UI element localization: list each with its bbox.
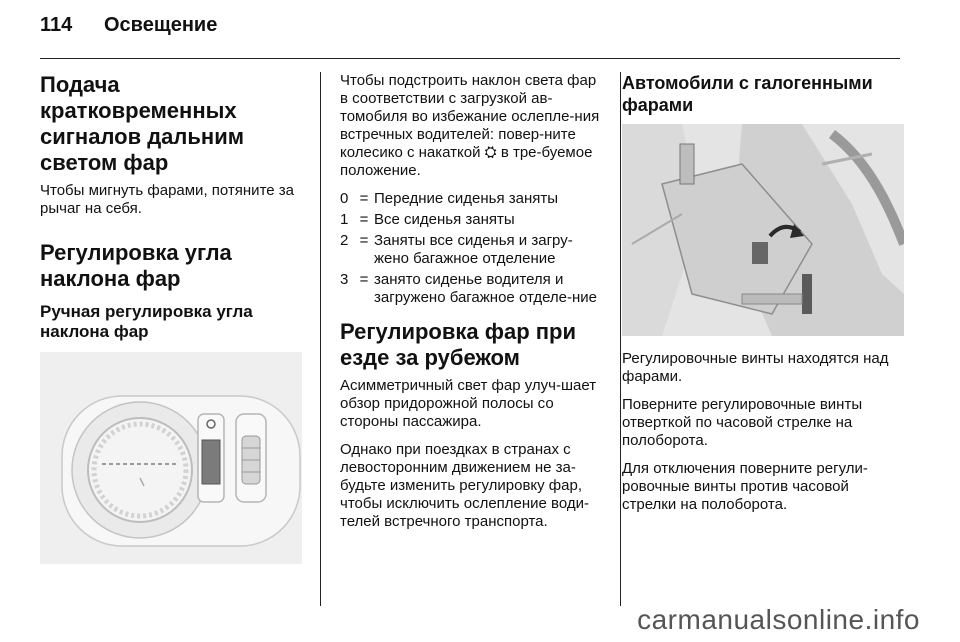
flash-headlights-text: Чтобы мигнуть фарами, потяните за рычаг на себя.	[40, 182, 294, 217]
column-divider-1	[320, 72, 321, 606]
section-title: Освещение	[104, 14, 218, 36]
light-switch-illustration	[40, 352, 302, 564]
watermark: carmanualsonline.info	[637, 604, 920, 635]
load-positions-list	[340, 190, 602, 307]
page-number: 114	[40, 14, 73, 36]
list-item: 2 = Заняты все сиденья и загру-жено багажное отделение	[340, 232, 573, 267]
halogen-text-2: Поверните регулировочные винты отверткой по часовой стрелке на полоборота.	[622, 396, 863, 449]
column-1	[40, 72, 302, 564]
headlight-range-title: Регулировка угла наклона фар	[40, 240, 232, 291]
halogen-title: Автомобили с галогенными фарами	[622, 73, 873, 115]
header-rule	[40, 58, 900, 59]
list-item: 3 = занято сиденье водителя и загружено багажное отделе-ние	[340, 271, 598, 306]
abroad-text-2: Однако при поездках в странах с левосторонним движением не за-будьте изменить регулировку фар, чтобы исключить ослепление води-телей встречного транспорта.	[340, 441, 589, 530]
flash-headlights-title: Подача кратковременных сигналов дальним светом фар	[40, 72, 244, 175]
column-3	[622, 72, 904, 524]
list-item: 0 = Передние сиденья заняты	[340, 190, 559, 207]
halogen-text-3: Для отключения поверните регули-ровочные винты против часовой стрелки на полоборота.	[622, 460, 868, 513]
manual-range-subtitle: Ручная регулировка угла наклона фар	[40, 302, 253, 341]
list-item: 1 = Все сиденья заняты	[340, 211, 515, 228]
abroad-text-1: Асимметричный свет фар улуч-шает обзор придорожной полосы со стороны пассажира.	[340, 377, 597, 430]
halogen-text-1: Регулировочные винты находятся над фарами.	[622, 350, 889, 385]
column-divider-2	[620, 72, 621, 606]
headlight-screw-illustration	[622, 124, 904, 336]
range-adjust-text: Чтобы подстроить наклон света фар в соответствии с загрузкой ав-томобиля во избежание ослепле-ния встречных водителей: повер-ните колесико с накаткой ⛭ в тре-буемое положение.	[340, 72, 600, 179]
column-2	[340, 72, 602, 541]
abroad-title: Регулировка фар при езде за рубежом	[340, 319, 577, 370]
